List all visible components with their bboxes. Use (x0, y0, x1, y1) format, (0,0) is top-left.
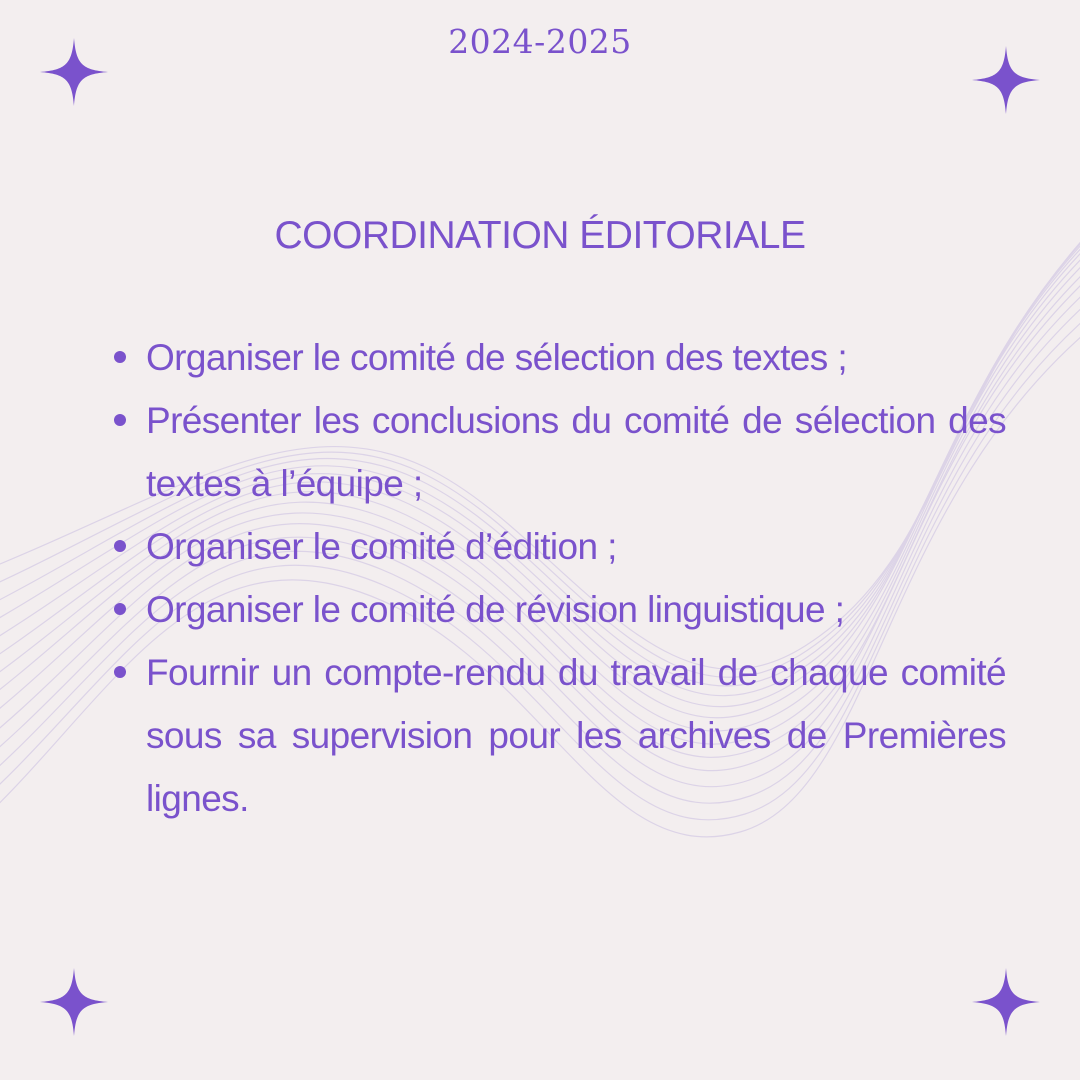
responsibilities-list (146, 326, 1006, 830)
bullet-icon (114, 351, 126, 363)
list-item (146, 515, 1006, 578)
bullet-icon (114, 666, 126, 678)
list-item (146, 578, 1006, 641)
list-item-text: Organiser le comité d’édition ; (146, 526, 617, 567)
four-point-star-icon (40, 968, 108, 1036)
list-item-text: Organiser le comité de révision linguistique ; (146, 589, 845, 630)
bullet-icon (114, 540, 126, 552)
list-item-text: Organiser le comité de sélection des textes ; (146, 337, 848, 378)
list-item (146, 389, 1006, 515)
four-point-star-icon (972, 968, 1040, 1036)
list-item-text: Fournir un compte-rendu du travail de chaque comité sous sa supervision pour les archives de Premières lignes. (146, 652, 1006, 819)
year-label: 2024-2025 (448, 22, 632, 61)
list-item (146, 641, 1006, 830)
list-item (146, 326, 1006, 389)
list-item-text: Présenter les conclusions du comité de sélection des textes à l’équipe ; (146, 400, 1006, 504)
bullet-icon (114, 603, 126, 615)
page-title: COORDINATION ÉDITORIALE (274, 214, 806, 257)
bullet-icon (114, 414, 126, 426)
